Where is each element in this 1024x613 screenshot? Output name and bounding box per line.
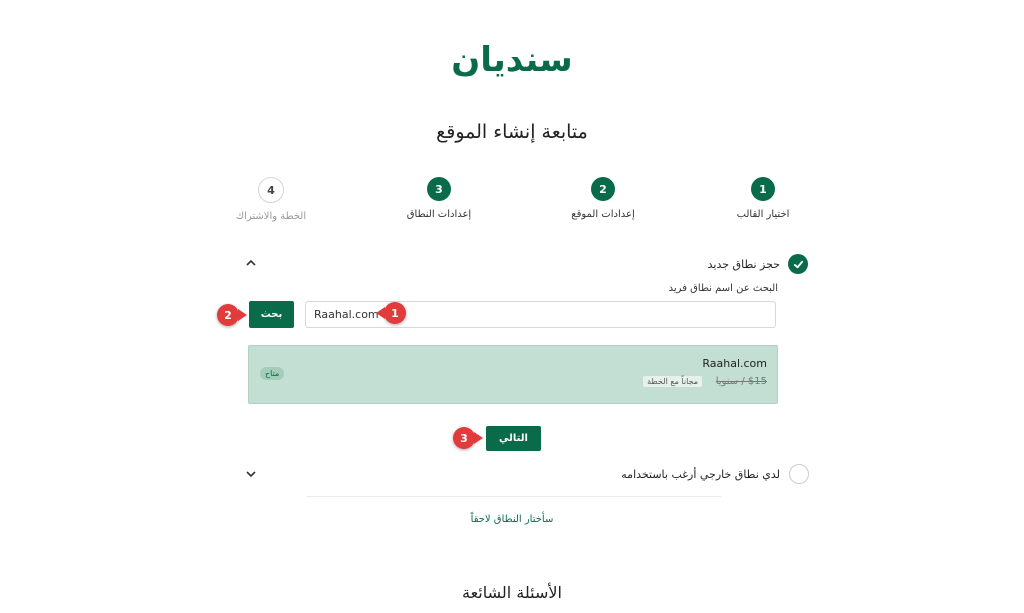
chevron-down-icon[interactable] bbox=[246, 467, 256, 481]
step-3-number: 3 bbox=[427, 177, 451, 201]
step-1-number: 1 bbox=[751, 177, 775, 201]
result-free-tag: مجاناً مع الخطة bbox=[643, 376, 702, 387]
external-domain-title[interactable]: لدي نطاق خارجي أرغب باستخدامه bbox=[621, 468, 780, 481]
brand-logo: سنديان bbox=[451, 40, 573, 80]
next-button[interactable]: التالي bbox=[486, 426, 541, 451]
step-2-label: إعدادات الموقع bbox=[571, 209, 635, 220]
step-2-number: 2 bbox=[591, 177, 615, 201]
domain-result-card[interactable] bbox=[248, 345, 778, 404]
result-domain-name: Raahal.com bbox=[702, 357, 767, 370]
marker-3: 3 bbox=[453, 427, 475, 449]
step-3-label: إعدادات النطاق bbox=[406, 209, 472, 220]
step-4 bbox=[181, 177, 361, 222]
page-title: متابعة إنشاء الموقع bbox=[436, 121, 588, 143]
marker-1-pointer bbox=[376, 307, 385, 319]
availability-badge: متاح bbox=[260, 367, 284, 380]
marker-2: 2 bbox=[217, 304, 239, 326]
step-1 bbox=[673, 177, 853, 220]
step-1-label: اختيار القالب bbox=[736, 209, 790, 220]
check-icon[interactable] bbox=[788, 254, 808, 274]
step-2 bbox=[513, 177, 693, 220]
choose-domain-later-link[interactable]: سأختار النطاق لاحقاً bbox=[470, 514, 554, 525]
step-4-label: الخطة والاشتراك bbox=[235, 211, 307, 222]
chevron-up-icon[interactable] bbox=[246, 256, 256, 270]
step-3 bbox=[349, 177, 529, 220]
search-button[interactable]: بحث bbox=[249, 301, 294, 328]
search-label: البحث عن اسم نطاق فريد bbox=[668, 283, 778, 294]
marker-1: 1 bbox=[384, 302, 406, 324]
external-domain-radio[interactable] bbox=[789, 464, 809, 484]
marker-2-pointer bbox=[238, 309, 247, 321]
marker-3-pointer bbox=[474, 432, 483, 444]
section-divider bbox=[306, 496, 721, 497]
step-4-number: 4 bbox=[258, 177, 284, 203]
result-old-price: $15 / سنويا bbox=[715, 376, 767, 387]
faq-title: الأسئلة الشائعة bbox=[462, 583, 562, 602]
new-domain-title[interactable]: حجز نطاق جديد bbox=[707, 258, 780, 271]
